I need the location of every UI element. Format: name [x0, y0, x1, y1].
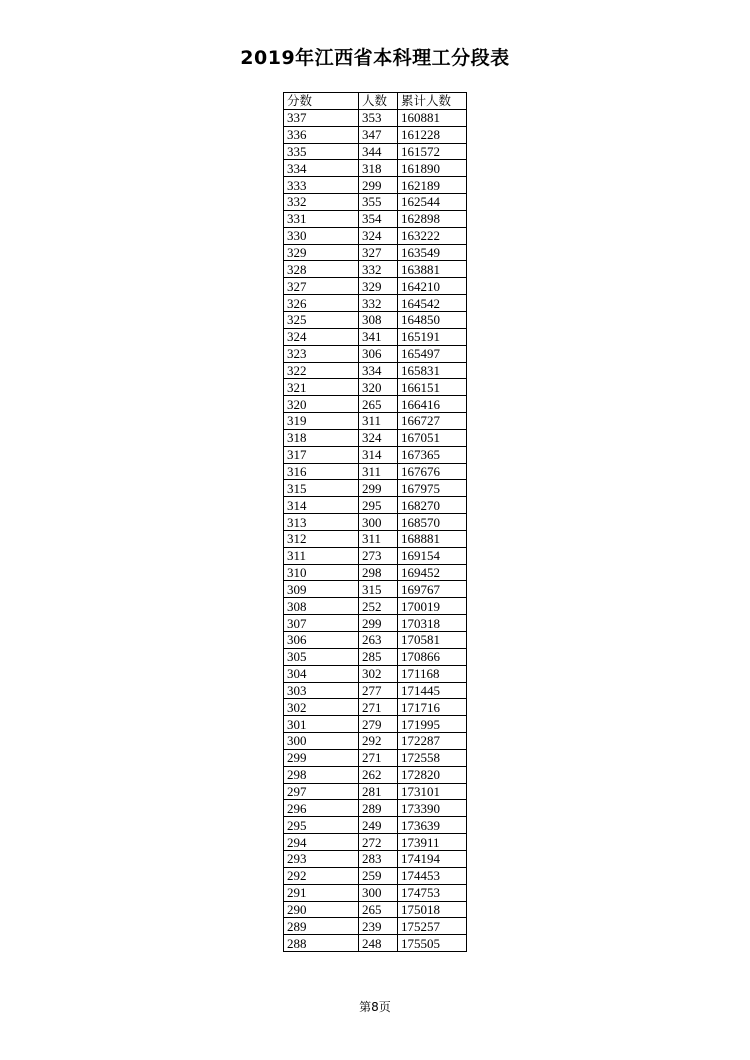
cell-score: 332	[284, 194, 359, 211]
table-row	[284, 615, 467, 632]
table-row	[284, 850, 467, 867]
cell-score: 291	[284, 884, 359, 901]
cell-score: 311	[284, 547, 359, 564]
cell-count: 248	[359, 935, 398, 952]
cell-count: 273	[359, 547, 398, 564]
table-row	[284, 817, 467, 834]
cell-cumulative: 162898	[398, 210, 467, 227]
cell-cumulative: 162189	[398, 177, 467, 194]
cell-count: 341	[359, 328, 398, 345]
cell-count: 311	[359, 530, 398, 547]
cell-cumulative: 161228	[398, 126, 467, 143]
table-row	[284, 328, 467, 345]
cell-score: 298	[284, 766, 359, 783]
table-row	[284, 463, 467, 480]
cell-cumulative: 162544	[398, 194, 467, 211]
cell-cumulative: 170019	[398, 598, 467, 615]
cell-count: 265	[359, 901, 398, 918]
table-row	[284, 480, 467, 497]
cell-cumulative: 173911	[398, 834, 467, 851]
cell-count: 308	[359, 311, 398, 328]
cell-score: 324	[284, 328, 359, 345]
cell-score: 323	[284, 345, 359, 362]
cell-score: 290	[284, 901, 359, 918]
cell-cumulative: 171995	[398, 716, 467, 733]
cell-score: 309	[284, 581, 359, 598]
cell-cumulative: 173390	[398, 800, 467, 817]
cell-count: 279	[359, 716, 398, 733]
cell-score: 306	[284, 632, 359, 649]
table-row	[284, 733, 467, 750]
cell-cumulative: 170318	[398, 615, 467, 632]
table-row	[284, 648, 467, 665]
page-number: 第8页	[359, 1000, 391, 1014]
cell-count: 295	[359, 497, 398, 514]
cell-score: 310	[284, 564, 359, 581]
cell-score: 335	[284, 143, 359, 160]
cell-count: 311	[359, 463, 398, 480]
cell-count: 252	[359, 598, 398, 615]
cell-cumulative: 160881	[398, 109, 467, 126]
cell-score: 299	[284, 749, 359, 766]
table-row	[284, 429, 467, 446]
table-row	[284, 783, 467, 800]
table-row	[284, 413, 467, 430]
cell-score: 316	[284, 463, 359, 480]
cell-score: 289	[284, 918, 359, 935]
cell-score: 308	[284, 598, 359, 615]
cell-count: 332	[359, 261, 398, 278]
cell-score: 317	[284, 446, 359, 463]
cell-score: 296	[284, 800, 359, 817]
cell-score: 304	[284, 665, 359, 682]
cell-score: 328	[284, 261, 359, 278]
table-row	[284, 362, 467, 379]
table-row	[284, 295, 467, 312]
table-row	[284, 665, 467, 682]
cell-count: 271	[359, 699, 398, 716]
cell-cumulative: 164542	[398, 295, 467, 312]
cell-count: 263	[359, 632, 398, 649]
cell-cumulative: 175018	[398, 901, 467, 918]
cell-score: 326	[284, 295, 359, 312]
cell-cumulative: 171716	[398, 699, 467, 716]
cell-cumulative: 172820	[398, 766, 467, 783]
cell-count: 315	[359, 581, 398, 598]
cell-count: 324	[359, 429, 398, 446]
table-row	[284, 749, 467, 766]
cell-score: 331	[284, 210, 359, 227]
table-row	[284, 884, 467, 901]
cell-cumulative: 171168	[398, 665, 467, 682]
table-row	[284, 177, 467, 194]
cell-count: 353	[359, 109, 398, 126]
cell-cumulative: 168881	[398, 530, 467, 547]
table-row	[284, 632, 467, 649]
cell-count: 298	[359, 564, 398, 581]
cell-score: 336	[284, 126, 359, 143]
table-row	[284, 194, 467, 211]
cell-score: 303	[284, 682, 359, 699]
cell-cumulative: 161890	[398, 160, 467, 177]
table-row	[284, 699, 467, 716]
cell-score: 325	[284, 311, 359, 328]
cell-count: 271	[359, 749, 398, 766]
cell-cumulative: 163881	[398, 261, 467, 278]
cell-score: 337	[284, 109, 359, 126]
table-row	[284, 497, 467, 514]
cell-cumulative: 166727	[398, 413, 467, 430]
table-row	[284, 716, 467, 733]
cell-score: 295	[284, 817, 359, 834]
cell-cumulative: 172287	[398, 733, 467, 750]
cell-cumulative: 174453	[398, 867, 467, 884]
cell-cumulative: 166151	[398, 379, 467, 396]
cell-count: 239	[359, 918, 398, 935]
cell-cumulative: 165497	[398, 345, 467, 362]
cell-count: 262	[359, 766, 398, 783]
cell-count: 259	[359, 867, 398, 884]
cell-score: 312	[284, 530, 359, 547]
cell-count: 311	[359, 413, 398, 430]
cell-count: 285	[359, 648, 398, 665]
cell-count: 324	[359, 227, 398, 244]
cell-score: 322	[284, 362, 359, 379]
cell-score: 288	[284, 935, 359, 952]
cell-cumulative: 166416	[398, 396, 467, 413]
score-distribution-table	[283, 92, 467, 952]
table-row	[284, 210, 467, 227]
cell-count: 302	[359, 665, 398, 682]
cell-count: 334	[359, 362, 398, 379]
cell-score: 301	[284, 716, 359, 733]
cell-score: 320	[284, 396, 359, 413]
table-body	[284, 109, 467, 951]
cell-cumulative: 167051	[398, 429, 467, 446]
cell-cumulative: 174194	[398, 850, 467, 867]
cell-cumulative: 174753	[398, 884, 467, 901]
cell-count: 289	[359, 800, 398, 817]
cell-cumulative: 163222	[398, 227, 467, 244]
table-header-row	[284, 93, 467, 110]
cell-score: 318	[284, 429, 359, 446]
cell-cumulative: 167365	[398, 446, 467, 463]
cell-cumulative: 173639	[398, 817, 467, 834]
cell-score: 329	[284, 244, 359, 261]
cell-cumulative: 173101	[398, 783, 467, 800]
cell-score: 327	[284, 278, 359, 295]
cell-score: 319	[284, 413, 359, 430]
table-row	[284, 143, 467, 160]
cell-count: 354	[359, 210, 398, 227]
cell-cumulative: 168570	[398, 514, 467, 531]
table-row	[284, 446, 467, 463]
cell-count: 329	[359, 278, 398, 295]
cell-score: 334	[284, 160, 359, 177]
table-row	[284, 126, 467, 143]
cell-cumulative: 169452	[398, 564, 467, 581]
header-count: 人数	[359, 93, 398, 110]
cell-count: 344	[359, 143, 398, 160]
cell-cumulative: 163549	[398, 244, 467, 261]
cell-score: 294	[284, 834, 359, 851]
cell-score: 293	[284, 850, 359, 867]
cell-count: 318	[359, 160, 398, 177]
cell-score: 321	[284, 379, 359, 396]
cell-score: 305	[284, 648, 359, 665]
cell-count: 327	[359, 244, 398, 261]
table-row	[284, 530, 467, 547]
cell-score: 333	[284, 177, 359, 194]
table-row	[284, 547, 467, 564]
header-cumulative: 累计人数	[398, 93, 467, 110]
cell-score: 330	[284, 227, 359, 244]
table-row	[284, 396, 467, 413]
table-row	[284, 345, 467, 362]
table-row	[284, 227, 467, 244]
cell-count: 265	[359, 396, 398, 413]
cell-count: 249	[359, 817, 398, 834]
cell-cumulative: 167676	[398, 463, 467, 480]
cell-count: 281	[359, 783, 398, 800]
cell-cumulative: 172558	[398, 749, 467, 766]
table-row	[284, 514, 467, 531]
table-row	[284, 834, 467, 851]
cell-score: 302	[284, 699, 359, 716]
table-row	[284, 564, 467, 581]
cell-cumulative: 170581	[398, 632, 467, 649]
table-row	[284, 766, 467, 783]
cell-score: 314	[284, 497, 359, 514]
table-row	[284, 581, 467, 598]
cell-score: 292	[284, 867, 359, 884]
cell-cumulative: 164210	[398, 278, 467, 295]
table-row	[284, 261, 467, 278]
cell-cumulative: 170866	[398, 648, 467, 665]
cell-cumulative: 169154	[398, 547, 467, 564]
header-score: 分数	[284, 93, 359, 110]
cell-cumulative: 161572	[398, 143, 467, 160]
table-row	[284, 379, 467, 396]
cell-count: 283	[359, 850, 398, 867]
page-title: 2019年江西省本科理工分段表	[240, 47, 510, 69]
cell-cumulative: 165831	[398, 362, 467, 379]
table-row	[284, 918, 467, 935]
cell-count: 320	[359, 379, 398, 396]
table-row	[284, 901, 467, 918]
cell-cumulative: 167975	[398, 480, 467, 497]
table-row	[284, 682, 467, 699]
cell-count: 306	[359, 345, 398, 362]
table-row	[284, 800, 467, 817]
cell-cumulative: 164850	[398, 311, 467, 328]
cell-count: 277	[359, 682, 398, 699]
table-row	[284, 160, 467, 177]
table-row	[284, 244, 467, 261]
cell-count: 299	[359, 177, 398, 194]
cell-score: 315	[284, 480, 359, 497]
cell-count: 300	[359, 884, 398, 901]
cell-score: 307	[284, 615, 359, 632]
cell-count: 299	[359, 480, 398, 497]
table-row	[284, 935, 467, 952]
cell-cumulative: 175505	[398, 935, 467, 952]
cell-cumulative: 171445	[398, 682, 467, 699]
cell-count: 347	[359, 126, 398, 143]
cell-score: 300	[284, 733, 359, 750]
table-row	[284, 278, 467, 295]
cell-cumulative: 165191	[398, 328, 467, 345]
cell-count: 300	[359, 514, 398, 531]
cell-count: 292	[359, 733, 398, 750]
cell-count: 272	[359, 834, 398, 851]
cell-score: 313	[284, 514, 359, 531]
table-row	[284, 598, 467, 615]
cell-count: 314	[359, 446, 398, 463]
cell-count: 299	[359, 615, 398, 632]
cell-cumulative: 168270	[398, 497, 467, 514]
table-row	[284, 109, 467, 126]
cell-score: 297	[284, 783, 359, 800]
table-row	[284, 311, 467, 328]
cell-cumulative: 175257	[398, 918, 467, 935]
cell-count: 332	[359, 295, 398, 312]
table-row	[284, 867, 467, 884]
cell-cumulative: 169767	[398, 581, 467, 598]
cell-count: 355	[359, 194, 398, 211]
